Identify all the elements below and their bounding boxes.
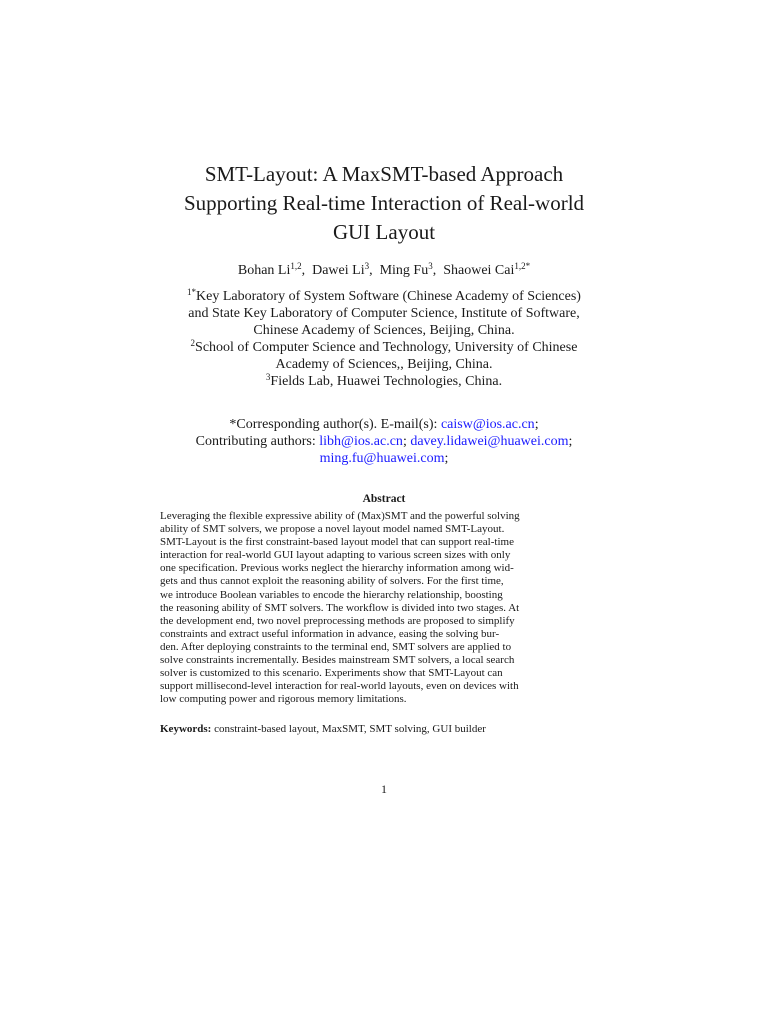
keywords-label: Keywords:: [160, 723, 212, 735]
author-list: Bohan Li$^{1,2}$, Dawei Li$^3$, Ming Fu$^3$, Shaowei Cai$^{1,2*}$: [237, 261, 531, 278]
affiliation-mark: 3: [265, 372, 271, 382]
affiliation-line: [84, 288, 684, 305]
abstract-line: the development end, two novel preprocessing methods are proposed to simplify: [160, 614, 515, 627]
abstract-line: constraints and extract useful information in advance, easing the solving bur-: [160, 627, 500, 640]
author-name: Shaowei Cai: [443, 263, 515, 278]
abstract-line: support millisecond-level interaction for real-world layouts, even on devices with: [160, 680, 519, 693]
affiliation-mark: 2: [190, 338, 196, 348]
abstract-line: solver is customized to this scenario. Experiments show that SMT-Layout can: [160, 667, 503, 680]
abstract-line: we introduce Boolean variables to encode the hierarchy relationship, boosting: [160, 588, 503, 601]
affiliation-line: [84, 373, 684, 390]
contributing-authors-line: ming.fu@huawei.com;: [319, 451, 449, 466]
keywords-text: constraint-based layout, MaxSMT, SMT solving, GUI builder: [214, 723, 486, 735]
email-link[interactable]: caisw@ios.ac.cn: [440, 417, 535, 432]
abstract-line: interaction for real-world GUI layout adapting to various screen sizes with only: [160, 549, 511, 562]
author-name: Ming Fu: [379, 263, 429, 278]
affiliation-text: Key Laboratory of System Software (Chinese Academy of Sciences): [196, 289, 581, 304]
affiliation-text: Chinese Academy of Sciences, Beijing, China.: [253, 323, 515, 338]
author-affiliation-mark: 1,2*: [514, 261, 531, 271]
email-link[interactable]: davey.lidawei@huawei.com: [410, 434, 569, 449]
affiliation-text: School of Computer Science and Technology, University of Chinese: [195, 340, 578, 355]
corresponding-label: *Corresponding author(s). E-mail(s):: [229, 417, 438, 432]
corresponding-author-line: *Corresponding author(s). E-mail(s): caisw@ios.ac.cn;: [229, 417, 539, 432]
affiliation-line: [84, 356, 684, 373]
contact-block: [84, 416, 684, 467]
affiliation-list: [84, 288, 684, 390]
contributing-authors-line: Contributing authors: libh@ios.ac.cn; davey.lidawei@huawei.com;: [195, 434, 573, 449]
abstract-line: Leveraging the flexible expressive ability of (Max)SMT and the powerful solving: [160, 510, 520, 522]
affiliation-text: Academy of Sciences,, Beijing, China.: [275, 357, 493, 372]
abstract-line: ability of SMT solvers, we propose a novel layout model named SMT-Layout.: [160, 523, 505, 536]
affiliation-line: [84, 322, 684, 339]
affiliation-text: Fields Lab, Huawei Technologies, China.: [270, 374, 503, 389]
contributing-label: Contributing authors:: [195, 434, 316, 449]
abstract-line: the reasoning ability of SMT solvers. The workflow is divided into two stages. At: [160, 601, 520, 614]
title-line: GUI Layout: [332, 220, 436, 244]
paper-title: [84, 160, 684, 247]
author-affiliation-mark: 3: [428, 261, 433, 271]
author-affiliation-mark: 3: [364, 261, 370, 271]
title-line: SMT-Layout: A MaxSMT-based Approach: [204, 162, 564, 186]
author-affiliation-mark: 1,2: [290, 261, 302, 271]
abstract-line: gets and thus cannot exploit the reasoning ability of solvers. For the first time,: [160, 575, 504, 588]
abstract-line: low computing power and rigorous memory limitations.: [160, 693, 407, 706]
page-number: 1: [381, 782, 387, 796]
author: [380, 263, 433, 278]
abstract-line: SMT-Layout is the first constraint-based layout model that can support real-time: [160, 536, 514, 549]
email-link[interactable]: ming.fu@huawei.com: [319, 451, 445, 466]
author-name: Dawei Li: [312, 263, 365, 278]
abstract-body: [160, 510, 576, 706]
affiliation-line: [84, 339, 684, 356]
abstract-line: solve constraints incrementally. Besides mainstream SMT solvers, a local search: [160, 654, 515, 667]
abstract-line: one specification. Previous works neglect the hierarchy information among wid-: [160, 562, 514, 575]
title-line: Supporting Real-time Interaction of Real-world: [183, 191, 585, 215]
abstract-line: den. After deploying constraints to the terminal end, SMT solvers are applied to: [160, 640, 512, 653]
author: [238, 263, 302, 278]
author: [443, 263, 530, 278]
author: [312, 263, 369, 278]
keywords: [160, 723, 576, 736]
affiliation-mark: 1*: [187, 287, 197, 297]
affiliation-line: [84, 305, 684, 322]
abstract-heading: Abstract: [362, 493, 406, 505]
affiliation-text: and State Key Laboratory of Computer Science, Institute of Software,: [188, 306, 580, 321]
email-link[interactable]: libh@ios.ac.cn: [319, 434, 403, 449]
author-name: Bohan Li: [237, 263, 291, 278]
